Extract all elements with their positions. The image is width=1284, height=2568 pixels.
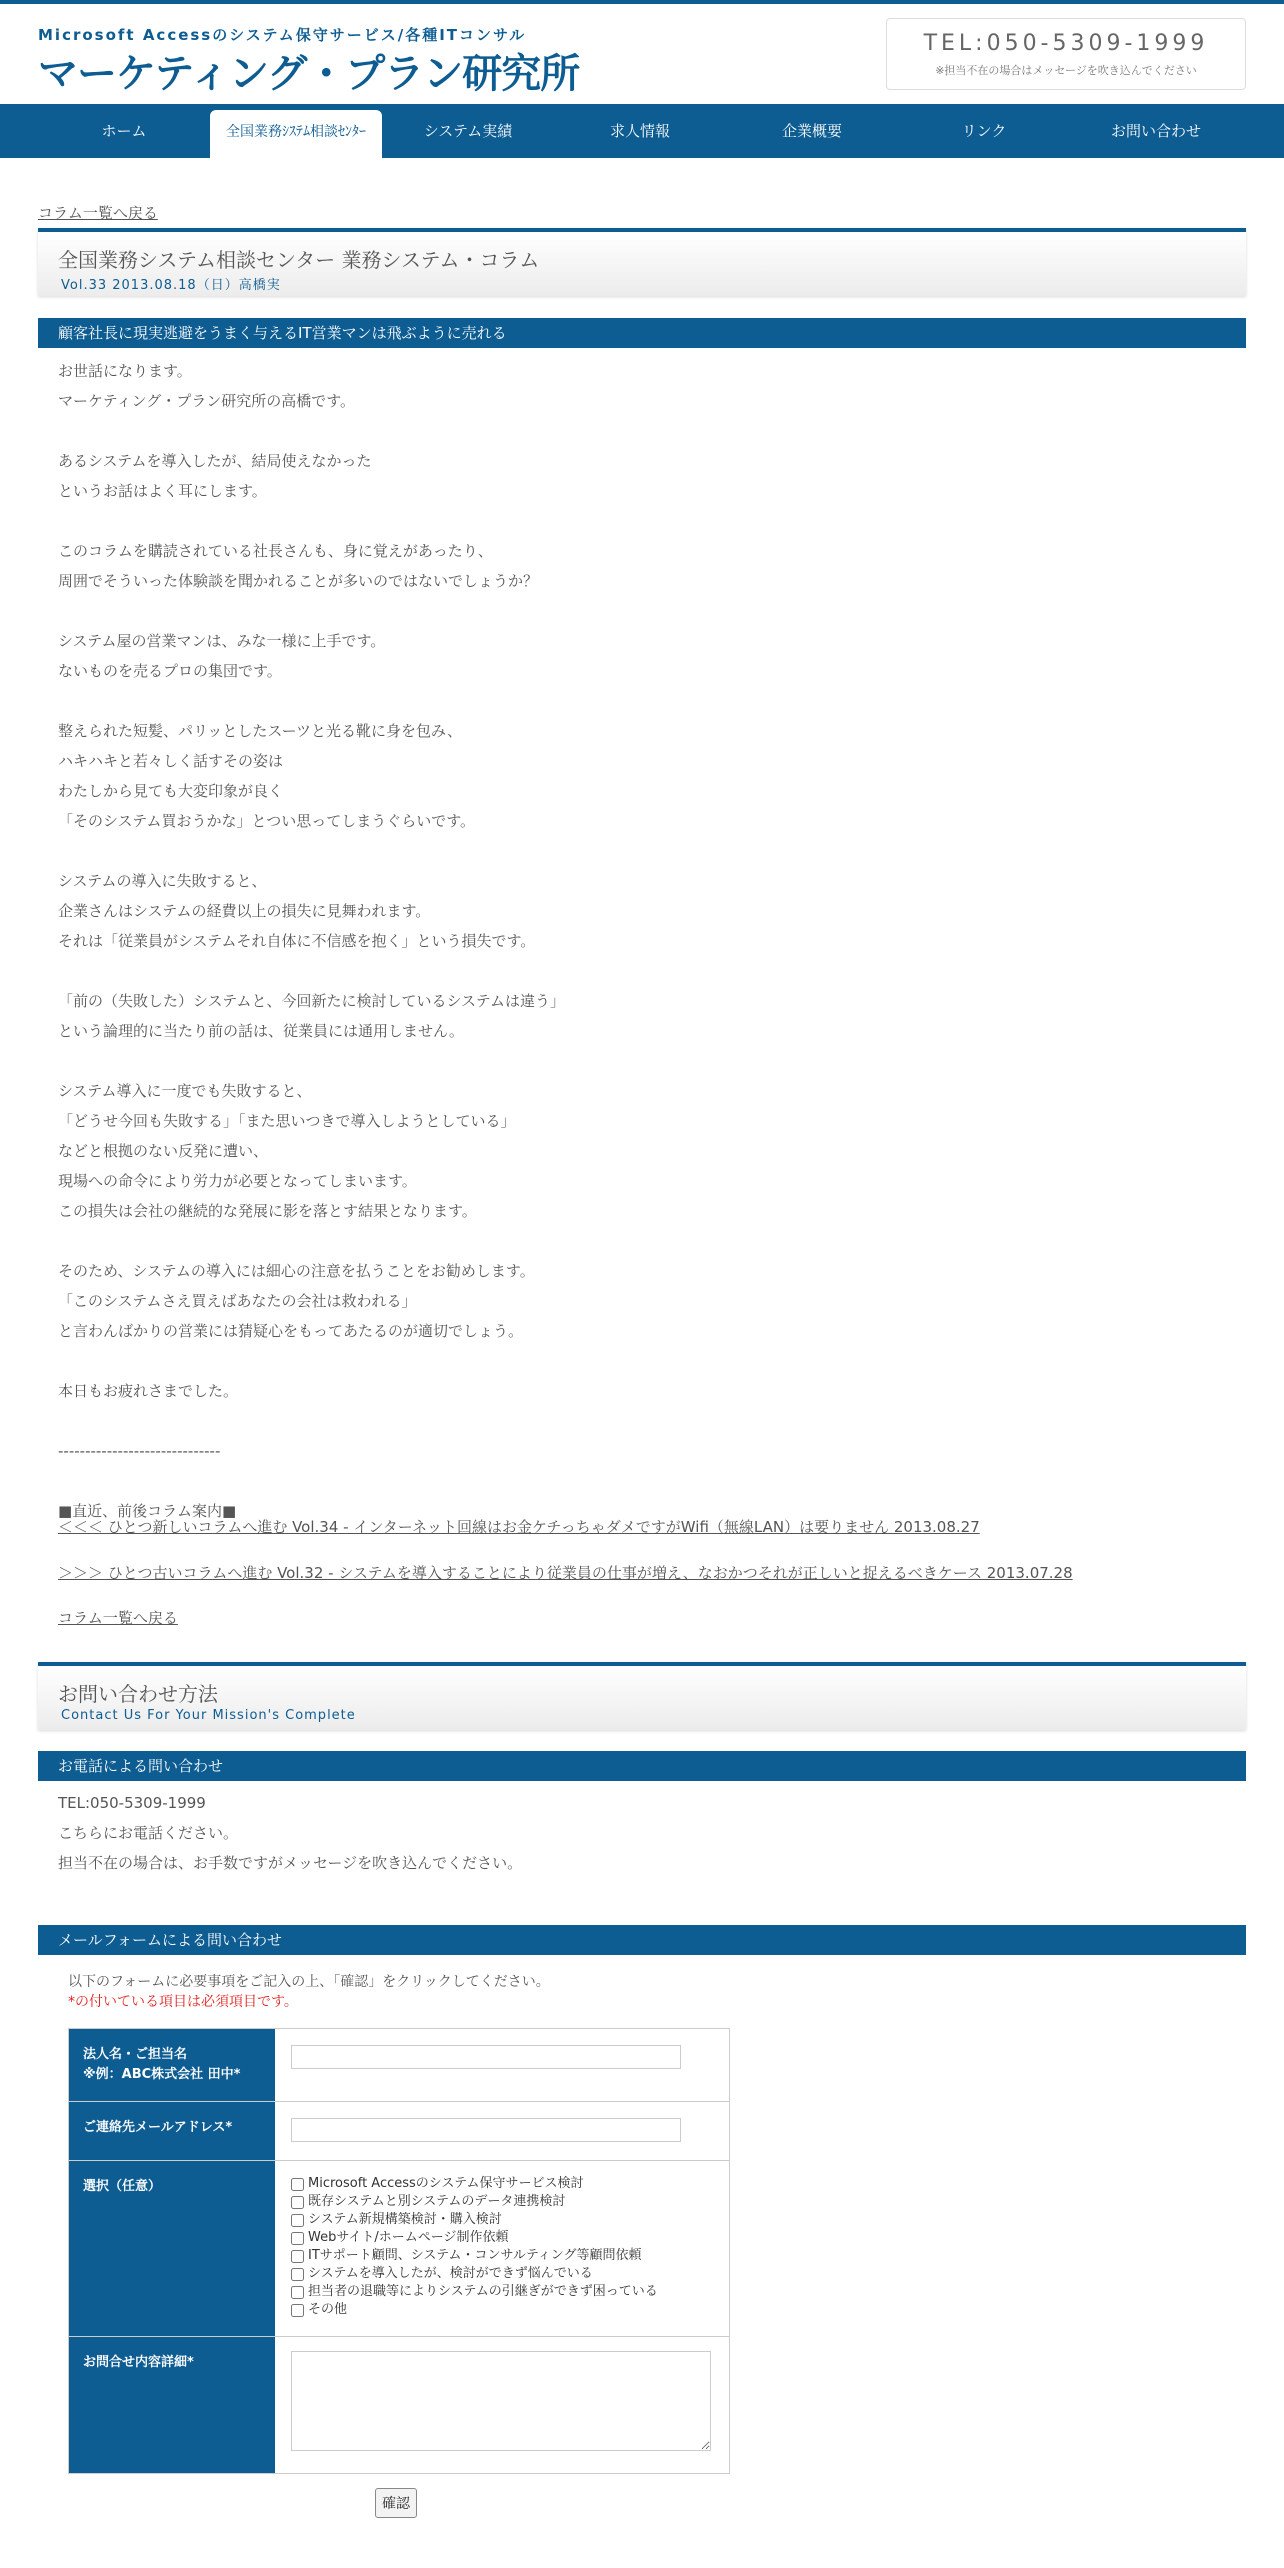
article-line: 企業さんはシステムの経費以上の損失に見舞われます。 — [58, 902, 431, 920]
nav-item-system-results[interactable]: システム実績 — [423, 122, 513, 140]
option-new-system[interactable] — [291, 2211, 713, 2229]
header-tel-box — [886, 18, 1246, 90]
article-line: 「このシステムさえ買えばあなたの会社は救われる」 — [58, 1292, 417, 1310]
phone-contact-line: 担当不在の場合は、お手数ですがメッセージを吹き込んでください。 — [58, 1854, 523, 1872]
article-line: ■直近、前後コラム案内■ — [58, 1502, 237, 1520]
email-label-cell — [69, 2102, 275, 2160]
option-handover[interactable] — [291, 2283, 713, 2301]
article-line: というお話はよく耳にします。 — [58, 482, 267, 500]
article-line: 周囲でそういった体験談を聞かれることが多いのではないでしょうか？ — [58, 572, 539, 590]
contact-subtitle: Contact Us For Your Mission's Complete — [61, 1708, 356, 1723]
older-column-link[interactable]: ＞＞＞ ひとつ古いコラムへ進む Vol.32 - システムを導入することにより従業員の仕事が増え、なおかつそれが正しいと捉えるべきケース 2013.07.28 — [58, 1564, 1073, 1582]
main-nav — [0, 104, 1284, 158]
email-input[interactable] — [291, 2118, 681, 2142]
email-value-cell — [275, 2102, 729, 2160]
article-line — [58, 416, 1228, 446]
article-line: システムの導入に失敗すると、 — [58, 872, 267, 890]
article-line — [58, 1406, 1228, 1436]
header-tel-number: TEL:050-5309-1999 — [923, 31, 1209, 56]
column-nav-back — [58, 1607, 1228, 1628]
option-checkbox[interactable] — [291, 2304, 304, 2317]
option-label: Microsoft Accessのシステム保守サービス検討 — [308, 2176, 584, 2191]
newer-column-link[interactable]: ＜＜＜ ひとつ新しいコラムへ進む Vol.34 - インターネット回線はお金ケチっちゃダメですがWifi（無線LAN）は要りません 2013.08.27 — [58, 1518, 980, 1536]
required-note: *の付いている項目は必須項目です。 — [68, 1994, 298, 2010]
detail-value-cell — [275, 2337, 729, 2473]
article-line: それは「従業員がシステムそれ自体に不信感を抱く」という損失です。 — [58, 932, 536, 950]
detail-label: お問合せ内容詳細* — [83, 2355, 194, 2370]
article-line — [58, 836, 1228, 866]
contact-form — [68, 2028, 730, 2474]
form-row-email — [69, 2102, 729, 2161]
article-line: システム屋の営業マンは、みな一様に上手です。 — [58, 632, 386, 650]
form-intro — [68, 1972, 550, 2012]
option-other[interactable] — [291, 2301, 713, 2319]
name-label-cell — [69, 2029, 275, 2101]
detail-label-cell — [69, 2337, 275, 2473]
article-line — [58, 1226, 1228, 1256]
article-body — [58, 356, 1228, 1526]
article-line: システム導入に一度でも失敗すると、 — [58, 1082, 312, 1100]
option-label: 担当者の退職等によりシステムの引継ぎができず困っている — [308, 2284, 658, 2299]
article-line: ------------------------------ — [58, 1442, 221, 1460]
form-row-detail — [69, 2337, 729, 2473]
nav-item-contact[interactable]: お問い合わせ — [1110, 122, 1201, 140]
option-checkbox[interactable] — [291, 2178, 304, 2191]
page-title: 全国業務システム相談センター 業務システム・コラム — [58, 248, 540, 272]
column-nav-next — [58, 1562, 1228, 1583]
article-line: ハキハキと若々しく話すその姿は — [58, 752, 284, 770]
article-line: という論理的に当たり前の話は、従業員には通用しません。 — [58, 1022, 464, 1040]
nav-item-consult-center[interactable]: 全国業務ｼｽﾃﾑ相談ｾﾝﾀｰ — [210, 110, 382, 158]
nav-item-company[interactable]: 企業概要 — [781, 122, 842, 140]
article-line: このコラムを購読されている社長さんも、身に覚えがあったり、 — [58, 542, 493, 560]
back-to-column-list-link-bottom[interactable]: コラム一覧へ戻る — [58, 1609, 178, 1627]
name-value-cell — [275, 2029, 729, 2101]
site-logo[interactable]: マーケティング・プラン研究所 — [38, 51, 580, 97]
detail-textarea[interactable] — [291, 2351, 711, 2451]
select-label-cell — [69, 2161, 275, 2336]
page-title-box — [38, 228, 1246, 296]
article-heading: 顧客社長に現実逃避をうまく与えるIT営業マンは飛ぶように売れる — [38, 318, 1246, 348]
name-example: ※例：ABC株式会社 田中* — [83, 2067, 241, 2082]
article-line: ないものを売るプロの集団です。 — [58, 662, 282, 680]
site-header — [0, 4, 1284, 104]
option-checkbox[interactable] — [291, 2196, 304, 2209]
article-line: お世話になります。 — [58, 362, 192, 380]
article-line — [58, 1346, 1228, 1376]
option-it-advisor[interactable] — [291, 2247, 713, 2265]
article-line: と言わんばかりの営業には猜疑心をもってあたるのが適切でしょう。 — [58, 1322, 524, 1340]
contact-title: お問い合わせ方法 — [58, 1682, 218, 1706]
option-not-used[interactable] — [291, 2265, 713, 2283]
form-row-name — [69, 2029, 729, 2102]
phone-contact-line: こちらにお電話ください。 — [58, 1824, 239, 1842]
select-options — [275, 2161, 729, 2336]
option-checkbox[interactable] — [291, 2214, 304, 2227]
article-line — [58, 956, 1228, 986]
nav-item-jobs[interactable]: 求人情報 — [609, 122, 670, 140]
name-input[interactable] — [291, 2045, 681, 2069]
option-label: システムを導入したが、検討ができず悩んでいる — [308, 2266, 593, 2281]
column-meta: Vol.33 2013.08.18（日）高橋実 — [61, 278, 281, 293]
column-nav-prev — [58, 1516, 1228, 1537]
article-line: そのため、システムの導入には細心の注意を払うことをお勧めします。 — [58, 1262, 535, 1280]
email-label: ご連絡先メールアドレス* — [83, 2120, 233, 2135]
option-data-integration[interactable] — [291, 2193, 713, 2211]
nav-item-home[interactable]: ホーム — [101, 122, 147, 140]
article-line: 整えられた短髪、パリッとしたスーツと光る靴に身を包み、 — [58, 722, 462, 740]
option-checkbox[interactable] — [291, 2286, 304, 2299]
phone-contact-body — [58, 1788, 522, 1878]
article-line — [58, 506, 1228, 536]
article-line: 本日もお疲れさまでした。 — [58, 1382, 239, 1400]
option-access-maintenance[interactable] — [291, 2175, 713, 2193]
option-checkbox[interactable] — [291, 2250, 304, 2263]
option-label: その他 — [308, 2302, 348, 2317]
option-checkbox[interactable] — [291, 2232, 304, 2245]
option-label: ITサポート顧問、システム・コンサルティング等顧問依頼 — [308, 2248, 642, 2263]
article-line: あるシステムを導入したが、結局使えなかった — [58, 452, 372, 470]
contact-title-box — [38, 1662, 1246, 1730]
phone-contact-line: TEL:050-5309-1999 — [58, 1794, 206, 1812]
select-label: 選択（任意） — [83, 2179, 162, 2194]
option-website[interactable] — [291, 2229, 713, 2247]
article-line — [58, 1046, 1228, 1076]
header-tel-note: ※担当不在の場合はメッセージを吹き込んでください — [935, 64, 1197, 77]
option-checkbox[interactable] — [291, 2268, 304, 2281]
option-label: システム新規構築検討・購入検討 — [308, 2212, 502, 2227]
phone-contact-heading: お電話による問い合わせ — [38, 1751, 1246, 1781]
article-line — [58, 1466, 1228, 1496]
article-line: わたしから見ても大変印象が良く — [58, 782, 284, 800]
article-line: 「そのシステム買おうかな」とつい思ってしまうぐらいです。 — [58, 812, 476, 830]
name-label: 法人名・ご担当名 — [83, 2047, 188, 2062]
back-to-column-list-link[interactable]: コラム一覧へ戻る — [38, 204, 158, 222]
article-line: 現場への命令により労力が必要となってしまいます。 — [58, 1172, 417, 1190]
form-row-select — [69, 2161, 729, 2337]
option-label: Webサイト/ホームページ制作依頼 — [308, 2230, 509, 2245]
article-line: マーケティング・プラン研究所の高橋です。 — [58, 392, 356, 410]
article-line: 「前の（失敗した）システムと、今回新たに検討しているシステムは違う」 — [58, 992, 566, 1010]
form-intro-text: 以下のフォームに必要事項をご記入の上、「確認」をクリックしてください。 — [68, 1974, 550, 1990]
logo-tagline: Microsoft Accessのシステム保守サービス/各種ITコンサル — [38, 26, 527, 44]
article-line — [58, 686, 1228, 716]
article-line: などと根拠のない反発に遭い、 — [58, 1142, 269, 1160]
article-line: この損失は会社の継続的な発展に影を落とす結果となります。 — [58, 1202, 477, 1220]
nav-item-links[interactable]: リンク — [961, 122, 1007, 140]
mail-contact-heading: メールフォームによる問い合わせ — [38, 1925, 1246, 1955]
confirm-button[interactable]: 確認 — [375, 2488, 417, 2518]
article-line: 「どうせ今回も失敗する」「また思いつきで導入しようとしている」 — [58, 1112, 516, 1130]
article-line — [58, 596, 1228, 626]
option-label: 既存システムと別システムのデータ連携検討 — [308, 2194, 566, 2209]
